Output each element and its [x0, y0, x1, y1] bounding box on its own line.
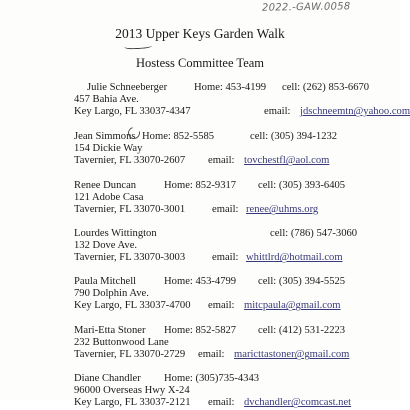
contact-address: 232 Buttonwood Lane [74, 337, 169, 349]
contact-email-label: email: [208, 155, 235, 167]
contact-name: Lourdes Wittington [74, 228, 157, 239]
contact-cell-phone: cell: (305) 394-1232 [250, 131, 338, 142]
handwritten-underline-mark [124, 41, 152, 49]
contact-city: Tavernier, FL 33070-2607 [74, 155, 186, 167]
contact-city: Key Largo, FL 33037-4700 [74, 300, 191, 312]
contact-email-label: email: [208, 300, 235, 312]
contact-name: Mari-Etta Stoner [74, 325, 146, 336]
contact-home-phone: Home: 852-9317 [164, 180, 237, 191]
contact-email-label: email: [208, 397, 235, 409]
contact-home-phone: Home: 453-4799 [164, 276, 237, 287]
contact-email-link[interactable]: tovchestfl@aol.com [244, 155, 330, 167]
contact-cell-phone: cell: (305) 393-6405 [258, 180, 346, 191]
contact-entry [74, 276, 400, 313]
contact-address: 132 Dove Ave. [74, 240, 138, 252]
contact-email-link[interactable]: renee@uhms.org [246, 204, 319, 216]
contact-email-link[interactable]: jdschneemtn@yahoo.com [300, 106, 410, 118]
contact-address: 457 Bahia Ave. [74, 94, 139, 106]
contact-email-link[interactable]: whittlrd@hotmail.com [246, 252, 343, 264]
contact-home-phone: Home: 852-5585 [142, 131, 215, 142]
contact-address: 96000 Overseas Hwy X-24 [74, 385, 190, 397]
contact-address: 154 Dickie Way [74, 143, 143, 155]
contact-home-phone: Home: (305)735-4343 [164, 373, 260, 384]
contact-cell-phone: cell: (786) 547-3060 [270, 228, 358, 239]
contact-city: Tavernier, FL 33070-2729 [74, 349, 186, 361]
contact-entry [74, 325, 400, 362]
contact-email-label: email: [212, 252, 239, 264]
contact-cell-phone: cell: (412) 531-2223 [258, 325, 346, 336]
contact-home-phone: Home: 852-5827 [164, 325, 237, 336]
contact-entry [74, 131, 400, 168]
contact-city: Tavernier, FL 33070-3003 [74, 252, 186, 264]
contact-address: 790 Dolphin Ave. [74, 288, 149, 300]
contact-entry [74, 180, 400, 217]
contact-cell-phone: cell: (305) 394-5525 [258, 276, 346, 287]
contact-email-link[interactable]: dvchandler@comcast.net [244, 397, 352, 409]
contact-city: Tavernier, FL 33070-3001 [74, 204, 186, 216]
contact-cell-phone: cell: (262) 853-6670 [282, 82, 370, 93]
contact-email-link[interactable]: maricttastoner@gmail.com [234, 349, 350, 361]
contact-name: Renee Duncan [74, 180, 137, 191]
contact-address: 121 Adobe Casa [74, 192, 144, 204]
contact-name: Diane Chandler [74, 373, 141, 384]
contact-email-label: email: [198, 349, 225, 361]
contact-name: Paula Mitchell [74, 276, 137, 287]
contact-entry [74, 82, 410, 119]
contact-email-label: email: [212, 204, 239, 216]
contact-name: Julie Schneeberger [87, 82, 168, 93]
contact-home-phone: Home: 453-4199 [194, 82, 267, 93]
contact-entry [74, 228, 400, 265]
contact-entry [74, 373, 400, 410]
contact-email-label: email: [264, 106, 291, 118]
document-title: 2013 Upper Keys Garden Walk [115, 26, 285, 41]
archive-stamp: 2022.-GAW.0058 [261, 1, 351, 14]
contact-name: Jean Simmons [74, 131, 136, 142]
contact-email-link[interactable]: mitcpaula@gmail.com [244, 300, 341, 312]
contact-city: Key Largo, FL 33037-2121 [74, 397, 191, 409]
document-subtitle: Hostess Committee Team [135, 56, 265, 70]
contact-city: Key Largo, FL 33037-4347 [74, 106, 191, 118]
